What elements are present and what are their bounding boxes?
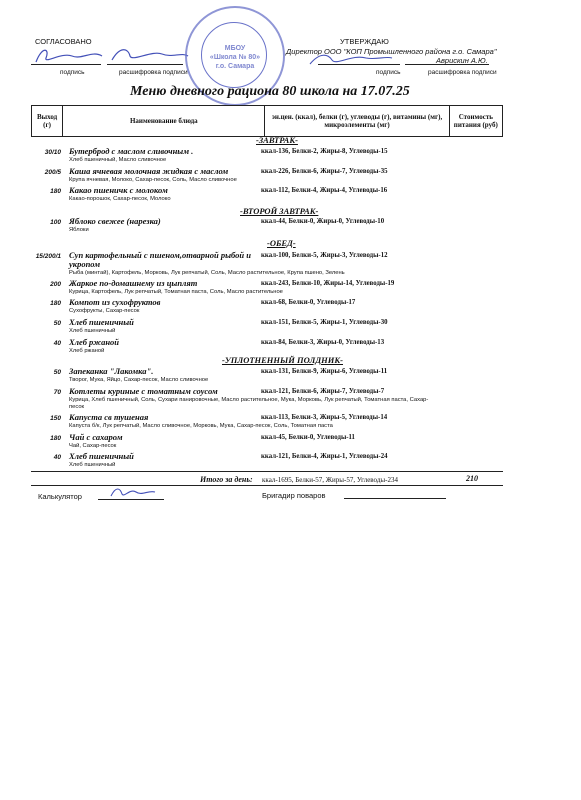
approved-left-label: СОГЛАСОВАНО bbox=[35, 37, 92, 46]
section-breakfast: -ЗАВТРАК- bbox=[256, 135, 298, 145]
item-output: 40 bbox=[53, 340, 61, 347]
item-output: 200/5 bbox=[44, 169, 61, 176]
item-output: 30/10 bbox=[44, 149, 61, 156]
item-ingredients: Сухофрукты, Сахар-песок bbox=[69, 308, 140, 314]
item-ingredients: Крупа ячневая, Молоко, Сахар-песок, Соль, Масло сливочное bbox=[69, 177, 237, 183]
col-nutrition: эн.цен. (ккал), белки (г), углеводы (г), витамины (мг), микроэлементы (мг) bbox=[265, 106, 449, 137]
item-ingredients: Чай, Сахар-песок bbox=[69, 443, 117, 449]
item-ingredients: Рыба (минтай), Картофель, Морковь, Лук репчатый, Соль, Масло растительное, Крупа пшено, Зелень bbox=[69, 270, 345, 276]
section-lunch: -ОБЕД- bbox=[267, 238, 296, 248]
handwritten-signature-right bbox=[306, 50, 396, 68]
item-nutrition: ккал-68, Белки-0, Углеводы-17 bbox=[261, 299, 356, 306]
item-name: Хлеб пшеничный bbox=[69, 451, 134, 461]
item-nutrition: ккал-151, Белки-5, Жиры-1, Углеводы-30 bbox=[261, 319, 388, 326]
total-value: ккал-1695, Белки-57, Жиры-57, Углеводы-234 bbox=[262, 476, 398, 484]
item-name: Капуста св тушеная bbox=[69, 412, 149, 422]
item-output: 180 bbox=[50, 435, 61, 442]
item-ingredients: Хлеб ржаной bbox=[69, 348, 105, 354]
total-price: 210 bbox=[466, 474, 478, 483]
item-ingredients: Хлеб пшеничный bbox=[69, 328, 116, 334]
item-nutrition: ккал-136, Белки-2, Жиры-8, Углеводы-15 bbox=[261, 148, 388, 155]
item-name: Каша ячневая молочная жидкая с маслом bbox=[69, 166, 229, 176]
col-name: Наименование блюда bbox=[63, 106, 265, 137]
item-output: 40 bbox=[53, 454, 61, 461]
item-nutrition: ккал-131, Белки-9, Жиры-6, Углеводы-11 bbox=[261, 368, 388, 375]
approved-right-label: УТВЕРЖДАЮ bbox=[340, 37, 389, 46]
item-output: 180 bbox=[50, 300, 61, 307]
handwritten-signature-left bbox=[32, 44, 192, 68]
left-signature-caption: подпись bbox=[60, 69, 85, 76]
item-ingredients: Курица, Картофель, Лук репчатый, Томатная паста, Соль, Масло растительное bbox=[69, 289, 283, 295]
item-output: 200 bbox=[50, 281, 61, 288]
item-name: Запеканка "Лакомка". bbox=[69, 366, 154, 376]
right-decode-caption: расшифровка подписи bbox=[428, 69, 497, 76]
item-name: Чай с сахаром bbox=[69, 432, 123, 442]
right-signature-caption: подпись bbox=[376, 69, 401, 76]
item-name: Суп картофельный с пшеном,отварной рыбой и укропом bbox=[69, 250, 251, 269]
item-ingredients: Курица, Хлеб пшеничный, Соль, Сухари панировочные, Масло растительное, Мука, Морковь, Лук репчатый, Томатная паста, Сахар-песок bbox=[69, 397, 429, 410]
director-title: Директор ООО "КОП Промышленного района г.о. Самара" bbox=[286, 47, 497, 56]
director-name: Аврискин А.Ю. bbox=[436, 56, 488, 65]
item-nutrition: ккал-121, Белки-4, Жиры-1, Углеводы-24 bbox=[261, 453, 388, 460]
item-name: Какао пшеничк с молоком bbox=[69, 185, 168, 195]
item-name: Бутерброд с маслом сливочным . bbox=[69, 146, 194, 156]
item-nutrition: ккал-226, Белки-6, Жиры-7, Углеводы-35 bbox=[261, 168, 388, 175]
total-label: Итого за день: bbox=[200, 475, 253, 484]
item-nutrition: ккал-112, Белки-4, Жиры-4, Углеводы-16 bbox=[261, 187, 388, 194]
item-output: 70 bbox=[53, 389, 61, 396]
stamp-inner-ring bbox=[201, 22, 267, 88]
item-nutrition: ккал-84, Белки-3, Жиры-0, Углеводы-13 bbox=[261, 339, 385, 346]
item-output: 150 bbox=[50, 415, 61, 422]
item-nutrition: ккал-243, Белки-10, Жиры-14, Углеводы-19 bbox=[261, 280, 395, 287]
item-output: 180 bbox=[50, 188, 61, 195]
brigadier-label: Бригадир поваров bbox=[262, 491, 326, 500]
item-output: 50 bbox=[53, 369, 61, 376]
item-name: Котлеты куриные с томатным соусом bbox=[69, 386, 218, 396]
item-ingredients: Хлеб пшеничный, Масло сливочное bbox=[69, 157, 167, 163]
page-title: Меню дневного рациона 80 школа на 17.07.25 bbox=[130, 84, 410, 99]
section-second-breakfast: -ВТОРОЙ ЗАВТРАК- bbox=[240, 206, 319, 216]
item-ingredients: Капуста б/к, Лук репчатый, Масло сливочное, Морковь, Мука, Сахар-песок, Соль, Томатная паста bbox=[69, 423, 333, 429]
item-output: 15/200/1 bbox=[35, 253, 61, 260]
item-ingredients: Какао-порошок, Сахар-песок, Молоко bbox=[69, 196, 171, 202]
stamp-text: МБОУ «Школа № 80» г.о. Самара bbox=[209, 45, 261, 70]
item-name: Яблоко свежее (нарезка) bbox=[69, 216, 161, 226]
item-nutrition: ккал-121, Белки-6, Жиры-7, Углеводы-7 bbox=[261, 388, 385, 395]
calculator-label: Калькулятор bbox=[38, 492, 82, 501]
item-ingredients: Хлеб пшеничный bbox=[69, 462, 116, 468]
menu-table-header bbox=[31, 105, 503, 137]
item-name: Хлеб пшеничный bbox=[69, 317, 134, 327]
item-nutrition: ккал-44, Белки-0, Жиры-0, Углеводы-10 bbox=[261, 218, 385, 225]
item-output: 50 bbox=[53, 320, 61, 327]
handwritten-signature-calculator bbox=[108, 484, 158, 500]
item-nutrition: ккал-100, Белки-5, Жиры-3, Углеводы-12 bbox=[261, 252, 388, 259]
item-nutrition: ккал-45, Белки-0, Углеводы-11 bbox=[261, 434, 355, 441]
item-name: Жаркое по-домашнему из цыплят bbox=[69, 278, 198, 288]
item-name: Хлеб ржаной bbox=[69, 337, 120, 347]
left-decode-caption: расшифровка подписи bbox=[119, 69, 188, 76]
item-ingredients: Творог, Мука, Яйцо, Сахар-песок, Масло сливочное bbox=[69, 377, 209, 383]
col-output: Выход (г) bbox=[32, 106, 63, 137]
col-price: Стоимость питания (руб) bbox=[449, 106, 502, 137]
item-name: Компот из сухофруктов bbox=[69, 297, 161, 307]
section-snack: -УПЛОТНЕННЫЙ ПОЛДНИК- bbox=[222, 355, 343, 365]
item-nutrition: ккал-113, Белки-3, Жиры-5, Углеводы-14 bbox=[261, 414, 388, 421]
item-output: 100 bbox=[50, 219, 61, 226]
item-ingredients: Яблоки bbox=[69, 227, 89, 233]
